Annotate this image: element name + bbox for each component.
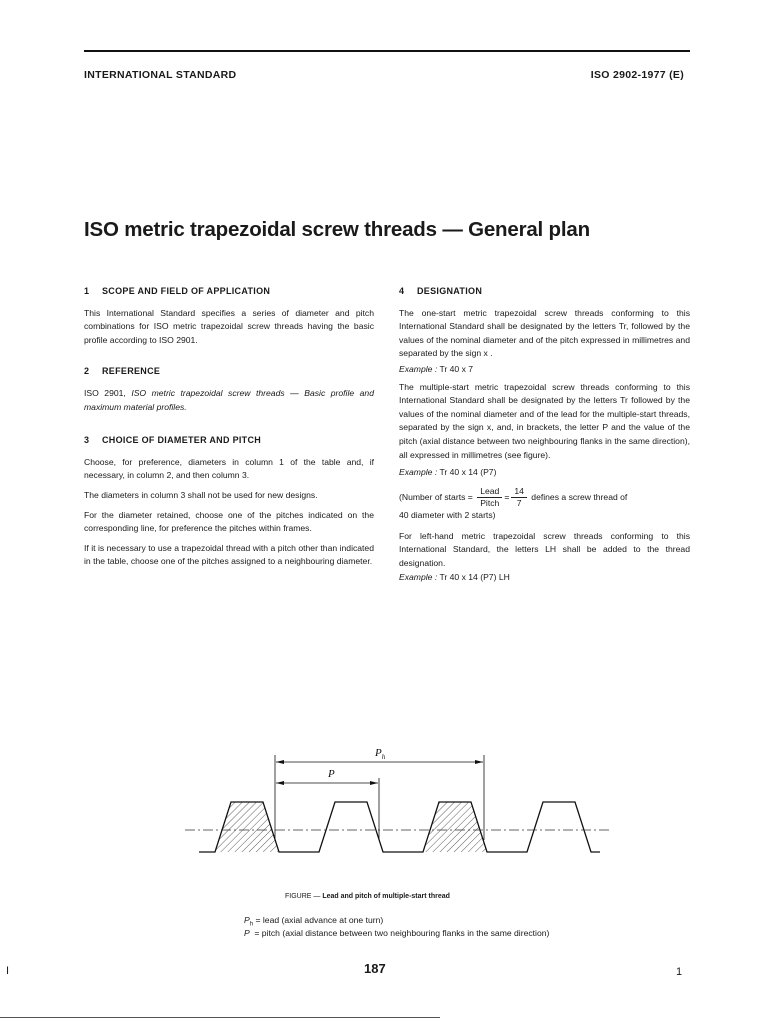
lead-arrow-right xyxy=(475,760,483,764)
left-column xyxy=(84,285,374,569)
pitch-label: P xyxy=(328,768,335,780)
section-4-paragraph-2: The multiple-start metric trapezoidal screw threads conforming to this International Standard shall be designated by the letters Tr followed by the values of the nominal diameter and of the lead for the multiple-start threads, separated by the sign x, and, in brackets, the letter P and the value of the pitch (axial distance between two neighbouring flanks in the same direction), all expressed in millimetres (see figure). xyxy=(399,381,690,460)
figure-caption xyxy=(285,893,450,900)
section-1 xyxy=(84,285,374,347)
legend-pitch xyxy=(244,927,549,939)
example-2 xyxy=(399,466,690,480)
pitch-arrow-right xyxy=(370,781,378,785)
caption-prefix: FIGURE — xyxy=(285,893,321,900)
fraction-7: 7 xyxy=(516,497,522,508)
lead-arrow-left xyxy=(276,760,284,764)
fraction-lead: Lead xyxy=(477,486,502,498)
page-title: ISO metric trapezoidal screw threads — General plan xyxy=(84,218,590,241)
example-1-value: Tr 40 x 7 xyxy=(439,363,474,374)
section-2-number: 2 xyxy=(84,366,90,377)
legend-lead-symbol: P xyxy=(244,915,250,925)
section-1-title: SCOPE AND FIELD OF APPLICATION xyxy=(102,286,271,296)
section-4-number: 4 xyxy=(399,286,405,296)
fraction-pitch: Pitch xyxy=(480,497,500,508)
example-1-label: Example : xyxy=(399,363,438,374)
section-2 xyxy=(84,365,374,414)
example-1 xyxy=(399,363,690,377)
section-1-heading xyxy=(84,285,374,299)
reference-code: ISO 2901, xyxy=(84,387,126,398)
header-standard-label: INTERNATIONAL STANDARD xyxy=(84,69,237,81)
starts-formula xyxy=(399,486,690,522)
header-rule xyxy=(84,50,690,52)
legend-lead-subscript: h xyxy=(249,921,254,928)
bottom-rule xyxy=(0,1017,440,1018)
header-document-number: ISO 2902-1977 (E) xyxy=(590,69,684,81)
example-3-value: Tr 40 x 14 (P7) LH xyxy=(439,571,510,582)
section-3-paragraph-4: If it is necessary to use a trapezoidal thread with a pitch other than indicated in the table, choose one of the pitches assigned to a neighbouring diameter. xyxy=(84,542,374,567)
thread-profile-figure xyxy=(0,740,768,890)
lead-over-pitch-fraction xyxy=(477,486,502,509)
section-4-heading xyxy=(399,285,690,299)
section-3-title: CHOICE OF DIAMETER AND PITCH xyxy=(102,435,262,446)
example-3 xyxy=(399,571,690,585)
section-4-paragraph-3: For left-hand metric trapezoidal screw threads conforming to this International Standard, the letters LH shall be added to the thread designation. xyxy=(399,530,690,568)
starts-formula-suffix: defines a screw thread of xyxy=(531,491,628,502)
pitch-arrow-left xyxy=(276,781,284,785)
section-2-text xyxy=(84,387,374,414)
legend-lead-text: = lead (axial advance at one turn) xyxy=(255,915,384,925)
legend-pitch-symbol: P xyxy=(244,928,250,938)
section-2-heading xyxy=(84,365,374,379)
starts-formula-prefix: (Number of starts = xyxy=(399,491,473,502)
reference-title: ISO metric trapezoidal screw threads — Basic profile and maximum material profiles. xyxy=(84,387,374,412)
section-3-number: 3 xyxy=(84,435,90,446)
section-1-text: This International Standard specifies a series of diameter and pitch combinations for ISO metric trapezoidal screw threads having the basic profile according to ISO 2901. xyxy=(84,307,374,345)
legend-pitch-text: = pitch (axial distance between two neighbouring flanks in the same direction) xyxy=(254,928,550,938)
section-1-number: 1 xyxy=(84,286,90,296)
section-2-title: REFERENCE xyxy=(102,366,161,377)
section-4-paragraph-1: The one-start metric trapezoidal screw threads conforming to this International Standard shall be designated by the letters Tr, followed by the values of the nominal diameter and of the pitch expressed in millimetres and separated by the sign x . xyxy=(399,307,690,359)
caption-text: Lead and pitch of multiple-start thread xyxy=(322,893,450,900)
hatched-tooth-2 xyxy=(423,802,487,852)
section-3-heading xyxy=(84,434,374,448)
section-4-title: DESIGNATION xyxy=(417,286,483,296)
example-2-value: Tr 40 x 14 (P7) xyxy=(439,467,497,478)
section-3-paragraph-1: Choose, for preference, diameters in column 1 of the table and, if necessary, in column 2, and then column 3. xyxy=(84,456,374,481)
sheet-number: 1 xyxy=(676,966,683,978)
page-number: 187 xyxy=(364,961,386,976)
formula-equals: = xyxy=(504,491,510,502)
example-2-label: Example : xyxy=(399,467,438,478)
section-3 xyxy=(84,434,374,569)
section-3-paragraph-3: For the diameter retained, choose one of the pitches indicated on the corresponding line, for preference the pitches within frames. xyxy=(84,509,374,534)
right-column xyxy=(399,285,690,584)
fourteen-over-seven-fraction xyxy=(511,486,527,509)
example-3-label: Example : xyxy=(399,571,438,582)
margin-mark: I xyxy=(6,965,10,977)
lead-label: $P_h$ xyxy=(375,747,386,761)
starts-formula-line-2: 40 diameter with 2 starts) xyxy=(399,509,496,520)
hatched-tooth-1 xyxy=(215,802,279,852)
fraction-14: 14 xyxy=(511,486,527,498)
section-3-paragraph-2: The diameters in column 3 shall not be used for new designs. xyxy=(84,489,318,500)
